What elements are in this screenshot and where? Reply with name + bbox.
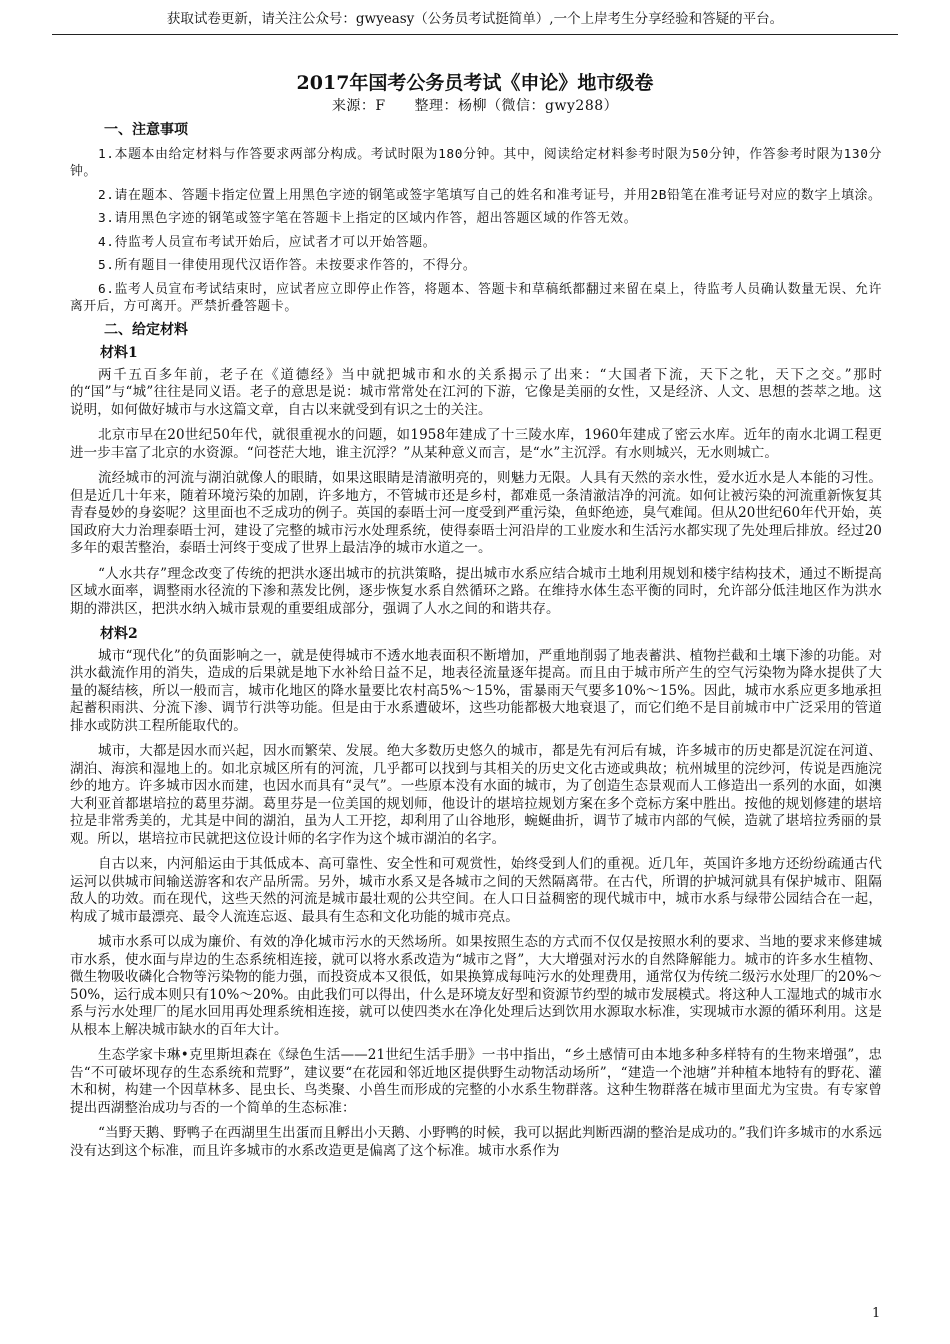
material-paragraph: 北京市早在20世纪50年代，就很重视水的问题，如1958年建成了十三陵水库，1960年建成了密云水库。近年的南水北调工程更进一步丰富了北京的水资源。“问苍茫大地，谁主沉浮？”从某种意义而言，是“水”主沉浮。有水则城兴，无水则城亡。 <box>70 427 882 461</box>
material-1-heading: 材料1 <box>100 345 138 361</box>
header-divider <box>52 34 898 35</box>
material-paragraph: “人水共存”理念改变了传统的把洪水逐出城市的抗洪策略，提出城市水系应结合城市土地利用规划和楼宇结构技术，通过不断提高区域水面率，调整雨水径流的下渗和蒸发比例，逐步恢复水系自然循环之路。在维持水体生态平衡的同时，允许部分低洼地区作为洪水期的滞洪区，把洪水纳入城市景观的重要组成部分，强调了人水之间的和谐共存。 <box>70 565 882 617</box>
material-paragraph: 流经城市的河流与湖泊就像人的眼睛，如果这眼睛是清澈明亮的，则魅力无限。人具有天然的亲水性，爱水近水是人本能的习性。但是近几十年来，随着环境污染的加剧，许多地方，不管城市还是乡村，都难觅一条清澈洁净的河流。如何让被污染的河流重新恢复其青春曼妙的身姿呢？这里面也不乏成功的例子。英国的泰晤士河一度受到严重污染，鱼虾绝迹，臭气难闻。但从20世纪60年代开始，英国政府大力治理泰晤士河，建设了完整的城市污水处理系统，使得泰晤士河沿岸的工业废水和生活污水都实现了先处理后排放。经过20多年的艰苦整治，泰晤士河终于变成了世界上最洁净的城市水道之一。 <box>70 470 882 556</box>
document-source: 来源：F 整理：杨柳（微信：gwy288） <box>331 98 619 114</box>
notice-item: 3.请用黑色字迹的钢笔或签字笔在答题卡上指定的区域内作答，超出答题区域的作答无效。 <box>98 211 638 226</box>
material-paragraph: 自古以来，内河船运由于其低成本、高可靠性、安全性和可观赏性，始终受到人们的重视。近几年，英国许多地方还纷纷疏通古代运河以供城市间输送游客和农产品所需。另外，城市水系又是各城市之间的天然隔离带。在古代，所谓的护城河就具有保护城市、阻隔敌人的功效。而在现代，这些天然的河流是城市最壮观的公共空间。在人口日益稠密的现代城市中，城市水系与绿带公园结合在一起，构成了城市最漂亮、最令人流连忘返、最具有生态和文化功能的城市亮点。 <box>70 856 882 925</box>
header-banner: 获取试卷更新，请关注公众号：gwyeasy（公务员考试挺简单）,一个上岸考生分享经验和答疑的平台。 <box>166 11 784 27</box>
section-heading-notice: 一、注意事项 <box>104 122 188 138</box>
page-number: 1 <box>872 1306 881 1321</box>
material-2-heading: 材料2 <box>100 626 138 642</box>
document-body <box>70 118 882 1168</box>
notice-item: 6.监考人员宣布考试结束时，应试者应立即停止作答，将题本、答题卡和草稿纸都翻过来留在桌上，待监考人员确认数量无误、允许离开后，方可离开。严禁折叠答题卡。 <box>70 281 882 314</box>
section-heading-materials: 二、给定材料 <box>104 321 188 338</box>
notice-item: 2.请在题本、答题卡指定位置上用黑色字迹的钢笔或签字笔填写自己的姓名和准考证号，并用2B铅笔在准考证号对应的数字上填涂。 <box>98 187 882 203</box>
material-paragraph: 两千五百多年前，老子在《道德经》当中就把城市和水的关系揭示了出来：“大国者下流，天下之牝，天下之交。”那时的“国”与“城”往往是同义语。老子的意思是说：城市常常处在江河的下游，它像是美丽的女性，又是经济、人文、思想的荟萃之地。这说明，如何做好城市与水这篇文章，自古以来就受到有识之士的关注。 <box>70 366 882 418</box>
document-title: 2017年国考公务员考试《申论》地市级卷 <box>296 72 654 94</box>
material-paragraph: 城市“现代化”的负面影响之一，就是使得城市不透水地表面积不断增加，严重地削弱了地表蓄洪、植物拦截和土壤下渗的功能。对洪水截流作用的消失，造成的后果就是地下水补给日益不足，地表径流量逐年提高。而且由于城市所产生的空气污染物为降水提供了大量的凝结核，所以一般而言，城市化地区的降水量要比农村高5%～15%，雷暴雨天气要多10%～15%。因此，城市水系应更多地承担起蓄积雨洪、分流下渗、调节行洪等功能。但是由于水系遭破坏，这些功能都极大地衰退了，而它们绝不是目前城市中广泛采用的管道排水或防洪工程所能取代的。 <box>70 647 882 734</box>
notice-item: 1.本题本由给定材料与作答要求两部分构成。考试时限为180分钟。其中，阅读给定材料参考时限为50分钟，作答参考时限为130分钟。 <box>70 146 882 179</box>
material-paragraph: “当野天鹅、野鸭子在西湖里生出蛋而且孵出小天鹅、小野鸭的时候，我可以据此判断西湖的整治是成功的。”我们许多城市的水系远没有达到这个标准，而且许多城市的水系改造更是偏离了这个标准。城市水系作为 <box>70 1125 882 1159</box>
material-paragraph: 城市水系可以成为廉价、有效的净化城市污水的天然场所。如果按照生态的方式而不仅仅是按照水利的要求、当地的要求来修建城市水系，使水面与岸边的生态系统相连接，就可以将水系改造为“城市之肾”，大大增强对污水的自然降解能力。城市的许多水生植物、微生物吸收磷化合物等污染物的能力强，而投资成本又很低，如果换算成每吨污水的处理费用，通常仅为传统二级污水处理厂的20%～50%，运行成本则只有10%～20%。由此我们可以得出，什么是环境友好型和资源节约型的城市发展模式。将这种人工湿地式的城市水系与污水处理厂的尾水回用再处理系统相连接，就可以使四类水在净化处理后达到饮用水源取水标准，实现城市水源的循环利用。这是从根本上解决城市缺水的百年大计。 <box>70 934 882 1038</box>
notice-item: 5.所有题目一律使用现代汉语作答。未按要求作答的，不得分。 <box>98 258 477 273</box>
notice-item: 4.待监考人员宣布考试开始后，应试者才可以开始答题。 <box>98 234 437 250</box>
material-paragraph: 生态学家卡琳•克里斯坦森在《绿色生活——21世纪生活手册》一书中指出，“乡土感情可由本地多种多样特有的生物来增强”，忠告“不可破坏现存的生态系统和荒野”，建议要“在花园和邻近地区提供野生动物活动场所”，“建造一个池塘”并种植本地特有的野花、灌木和树，构建一个因草林多、昆虫长、鸟类聚、小兽生而形成的完整的小水系生物群落。这种生物群落在城市里面尤为宝贵。有专家曾提出西湖整治成功与否的一个简单的生态标准： <box>70 1047 882 1116</box>
material-paragraph: 城市，大都是因水而兴起，因水而繁荣、发展。绝大多数历史悠久的城市，都是先有河后有城，许多城市的历史都是沉淀在河道、湖泊、海滨和湿地上的。如北京城区所有的河流，几乎都可以找到与其相关的历史文化古迹或典故；杭州城里的浣纱河，传说是西施浣纱的地方。许多城市因水而建，也因水而具有“灵气”。一些原本没有水面的城市，为了创造生态景观而人工修造出一系列的水面，如澳大利亚首都堪培拉的葛里芬湖。葛里芬是一位美国的规划师，他设计的堪培拉规划方案在多个竞标方案中胜出。按他的规划修建的堪培拉是非常秀美的，尤其是中间的湖泊，虽为人工开挖，却利用了山谷地形，蜿蜒曲折，调节了城市内部的气候，造就了堪培拉秀丽的景观。所以，堪培拉市民就把这位设计师的名字作为这个城市湖泊的名字。 <box>70 743 882 847</box>
